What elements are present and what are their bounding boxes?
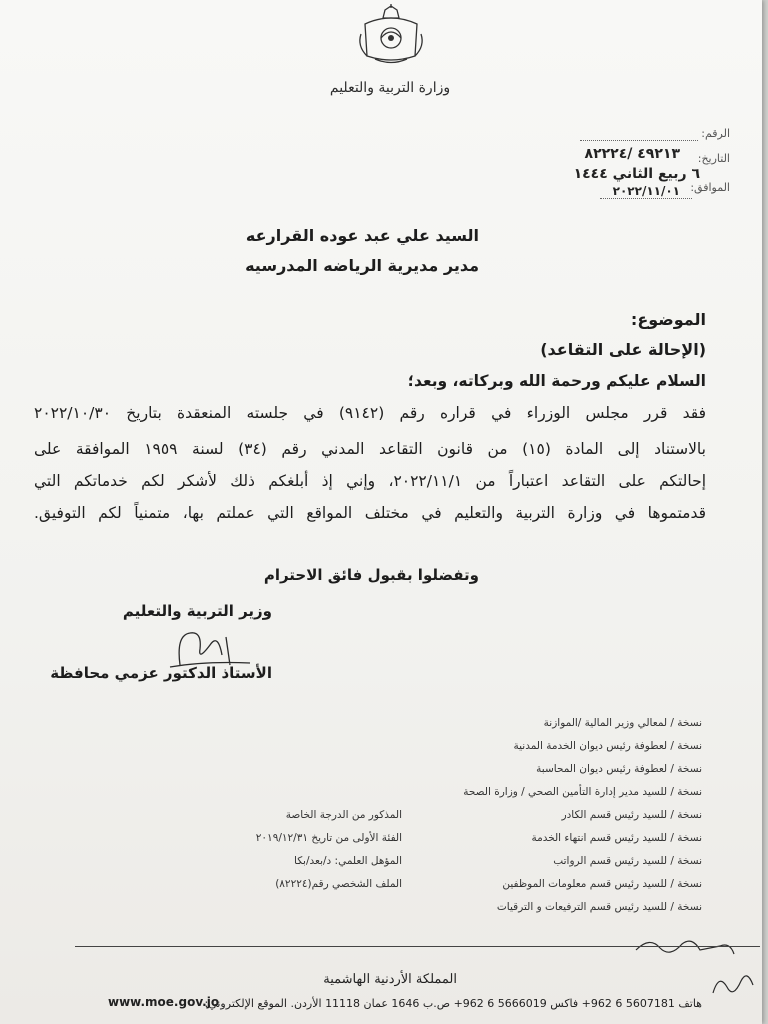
body-line-3: إحالتكم على التقاعد اعتباراً من ٢٠٢٢/١١/١، وإني إذ أبلغكم ذلك لأشكر لكم خدماتكم التي (34, 472, 707, 490)
copy-line-7: نسخة / للسيد رئيس قسم الرواتب (553, 855, 702, 867)
reference-number-value: ٤٩٢١٣ /٨٢٢٢٤ (584, 146, 680, 162)
reference-number-label: الرقم: (701, 127, 730, 140)
footer-divider (75, 946, 760, 947)
subject-text: (الإحالة على التقاعد) (540, 340, 706, 359)
copy-line-3: نسخة / لعطوفة رئيس ديوان المحاسبة (536, 763, 702, 775)
copy-line-6: نسخة / للسيد رئيس قسم انتهاء الخدمة (531, 832, 702, 844)
royal-crest-icon (355, 4, 427, 64)
body-line-1: فقد قرر مجلس الوزراء في قراره رقم (٩١٤٢) في جلسته المنعقدة بتاريخ ٢٠٢٢/١٠/٣٠ (34, 404, 706, 422)
footer-website-link[interactable]: www.moe.gov.jo (108, 995, 220, 1009)
reference-number-dotted-line (580, 140, 698, 141)
subject-label: الموضوع: (630, 310, 706, 329)
greeting: السلام عليكم ورحمة الله وبركاته، وبعد؛ (407, 372, 706, 390)
corner-handwriting-icon (705, 965, 757, 1003)
copy-line-1: نسخة / لمعالي وزير المالية /الموازنة (543, 717, 702, 729)
hijri-date: ٦ ربيع الثاني ١٤٤٤ (573, 166, 700, 182)
corresponding-date-label: الموافق: (690, 181, 730, 194)
copy-line-9: نسخة / للسيد رئيس قسم الترفيعات و الترقيات (496, 901, 702, 913)
body-line-4: قدمتموها في وزارة التربية والتعليم في مختلف المواقع التي عملتم بها، متمنياً لكم التوفيق. (34, 504, 706, 522)
body-line-2: بالاستناد إلى المادة (١٥) من قانون التقاعد المدني رقم (٣٤) لسنة ١٩٥٩ الموافقة على (34, 440, 706, 458)
initials-scribble-icon (630, 930, 740, 965)
employee-file-number: الملف الشخصي رقم(٨٢٢٢٤) (275, 878, 402, 890)
gregorian-date: ٢٠٢٢/١١/٠١ (612, 184, 680, 198)
closing-line: وتفضلوا بقبول فائق الاحترام (263, 566, 479, 584)
date-label: التاريخ: (697, 152, 730, 165)
addressee-name: السيد علي عبد عوده القرارعه (245, 226, 479, 245)
employee-grade: المذكور من الدرجة الخاصة (285, 809, 402, 821)
copy-line-4: نسخة / للسيد مدير إدارة التأمين الصحي / وزارة الصحة (463, 786, 702, 798)
ministry-name: وزارة التربية والتعليم (329, 80, 451, 96)
signatory-title: وزير التربية والتعليم (122, 602, 272, 620)
signatory-name: الأستاذ الدكتور عزمي محافظة (50, 664, 272, 682)
footer-contact: هاتف 5607181 6 962+ فاكس 5666019 6 962+ ص.ب 1646 عمان 11118 الأردن. الموقع الإلكتروني: (204, 997, 702, 1010)
copy-line-2: نسخة / لعطوفة رئيس ديوان الخدمة المدنية (513, 740, 702, 752)
footer-kingdom: المملكة الأردنية الهاشمية (323, 972, 457, 987)
employee-category: الفئة الأولى من تاريخ ٢٠١٩/١٢/٣١ (255, 832, 402, 844)
copy-line-8: نسخة / للسيد رئيس قسم معلومات الموظفين (502, 878, 702, 890)
copy-line-5: نسخة / للسيد رئيس قسم الكادر (561, 809, 702, 821)
addressee-title: مدير مديرية الرياضه المدرسيه (245, 256, 479, 275)
gregorian-date-dotted-line (600, 198, 692, 199)
employee-qualification: المؤهل العلمي: د/بعد/بكا (294, 855, 402, 867)
